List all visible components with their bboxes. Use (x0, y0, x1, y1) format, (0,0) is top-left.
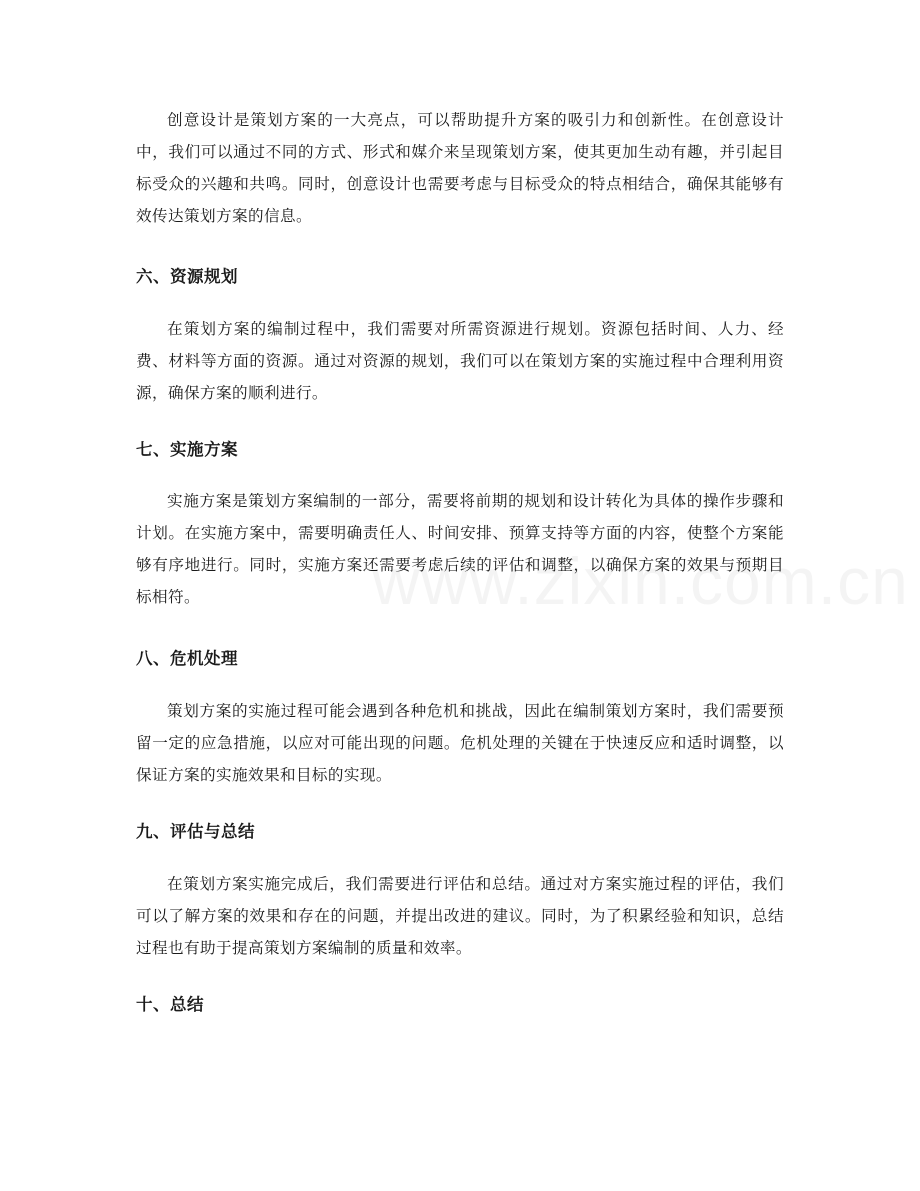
paragraph-crisis-handling: 策划方案的实施过程可能会遇到各种危机和挑战，因此在编制策划方案时，我们需要预留一定的应急措施，以应对可能出现的问题。危机处理的关键在于快速反应和适时调整，以保证方案的实施效果和目标的实现。 (136, 702, 784, 784)
paragraph-creative-design: 创意设计是策划方案的一大亮点，可以帮助提升方案的吸引力和创新性。在创意设计中，我们可以通过不同的方式、形式和媒介来呈现策划方案，使其更加生动有趣，并引起目标受众的兴趣和共鸣。同时，创意设计也需要考虑与目标受众的特点相结合，确保其能够有效传达策划方案的信息。 (136, 111, 784, 225)
heading-evaluation-summary: 九、评估与总结 (136, 822, 255, 841)
heading-conclusion: 十、总结 (136, 995, 204, 1014)
heading-implementation-plan: 七、实施方案 (136, 440, 238, 459)
paragraph-resource-planning: 在策划方案的编制过程中，我们需要对所需资源进行规划。资源包括时间、人力、经费、材料等方面的资源。通过对资源的规划，我们可以在策划方案的实施过程中合理利用资源，确保方案的顺利进行。 (136, 320, 784, 402)
heading-resource-planning: 六、资源规划 (136, 267, 238, 286)
heading-crisis-handling: 八、危机处理 (136, 649, 238, 668)
paragraph-implementation-plan: 实施方案是策划方案编制的一部分，需要将前期的规划和设计转化为具体的操作步骤和计划。在实施方案中，需要明确责任人、时间安排、预算支持等方面的内容，使整个方案能够有序地进行。同时，实施方案还需要考虑后续的评估和调整，以确保方案的效果与预期目标相符。 (136, 492, 784, 606)
paragraph-evaluation-summary: 在策划方案实施完成后，我们需要进行评估和总结。通过对方案实施过程的评估，我们可以了解方案的效果和存在的问题，并提出改进的建议。同时，为了积累经验和知识，总结过程也有助于提高策划方案编制的质量和效率。 (136, 875, 784, 957)
